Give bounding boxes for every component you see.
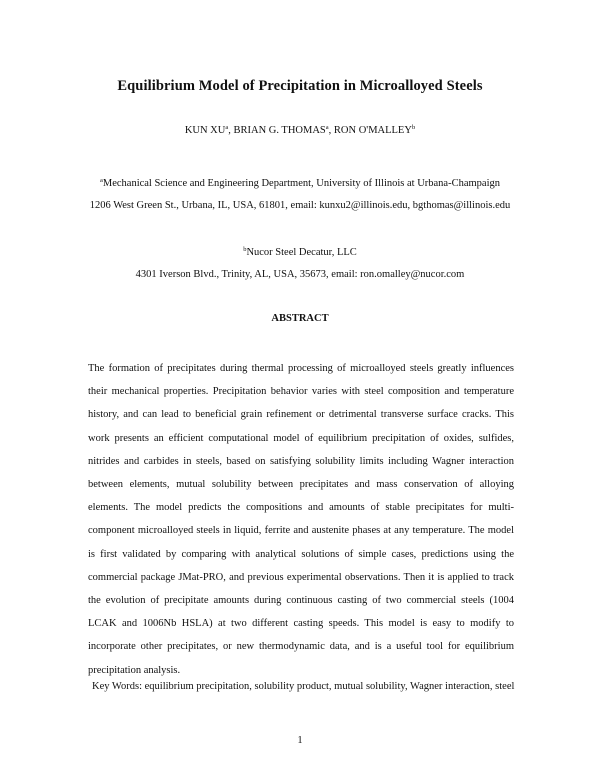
affiliation-address: 1206 West Green St., Urbana, IL, USA, 61801, email: kunxu2@illinois.edu, bgthomas@illinois.edu xyxy=(89,200,511,211)
affiliation-line xyxy=(0,242,600,264)
affiliation-mark: a xyxy=(99,177,103,184)
affiliation-mark: a xyxy=(225,124,229,131)
affiliation-institution: Mechanical Science and Engineering Department, University of Illinois at Urbana-Champaign xyxy=(102,178,500,189)
author-separator: , xyxy=(228,125,234,136)
affiliation-mark: b xyxy=(243,246,247,253)
affiliation-b xyxy=(0,242,600,286)
author-name: RON O'MALLEY xyxy=(333,125,412,136)
abstract-paragraph: The formation of precipitates during thermal processing of microalloyed steels greatly influences their mechanical properties. Precipitation behavior varies with steel composition and temperature history, and can lead to beneficial grain refinement or detrimental transverse surface cracks. This work presents an efficient computational model of equilibrium precipitation of oxides, sulfides, nitrides and carbides in steels, based on satisfying solubility limits including Wagner interaction between elements, mutual solubility between precipitates and mass conservation of alloying elements. The model predicts the compositions and amounts of stable precipitates for multi-component microalloyed steels in liquid, ferrite and austenite phases at any temperature. The model is first validated by comparing with analytical solutions of simple cases, predictions using the commercial package JMat-PRO, and previous experimental observations. Then it is applied to track the evolution of precipitate amounts during continuous casting of two commercial steels (1004 LCAK and 1006Nb HSLA) at two different casting speeds. This model is easy to modify to incorporate other precipitates, or new thermodynamic data, and is a useful tool for equilibrium precipitation analysis. xyxy=(88,363,514,676)
affiliation-institution: Nucor Steel Decatur, LLC xyxy=(246,247,357,258)
abstract-heading: ABSTRACT xyxy=(271,313,329,324)
author-list xyxy=(0,125,600,136)
affiliation-mark: a xyxy=(325,124,329,131)
affiliation-address: 4301 Iverson Blvd., Trinity, AL, USA, 35673, email: ron.omalley@nucor.com xyxy=(135,269,465,280)
affiliation-mark: b xyxy=(411,124,416,131)
author-separator: , xyxy=(328,125,334,136)
affiliation-line xyxy=(0,173,600,195)
author-name: BRIAN G. THOMAS xyxy=(233,125,326,136)
keywords-line: Key Words: equilibrium precipitation, solubility product, mutual solubility, Wagner interaction, steel xyxy=(92,681,515,692)
affiliation-a xyxy=(0,173,600,217)
paper-title: Equilibrium Model of Precipitation in Microalloyed Steels xyxy=(117,78,483,94)
page-number: 1 xyxy=(297,735,303,746)
author-name: KUN XU xyxy=(184,125,226,136)
